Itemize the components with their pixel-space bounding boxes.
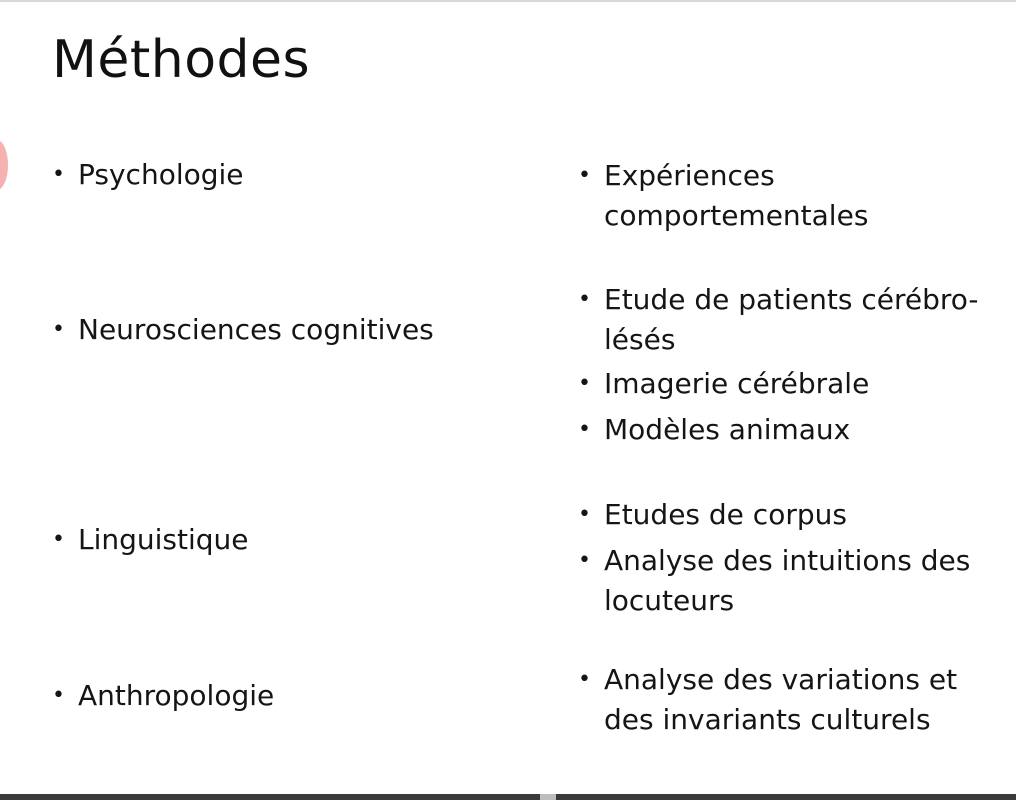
discipline-psychologie bbox=[52, 155, 244, 195]
method-line: Analyse des variations et bbox=[604, 663, 958, 696]
bullet: • bbox=[578, 287, 591, 312]
bullet: • bbox=[578, 163, 591, 188]
method-patients bbox=[578, 280, 979, 360]
bullet: • bbox=[52, 317, 65, 342]
bullet: • bbox=[52, 527, 65, 552]
method-line: Modèles animaux bbox=[604, 413, 851, 446]
method-animaux bbox=[578, 410, 851, 450]
discipline-label: Anthropologie bbox=[78, 679, 275, 712]
method-line: Imagerie cérébrale bbox=[604, 367, 870, 400]
bullet: • bbox=[578, 548, 591, 573]
slide-title: Méthodes bbox=[52, 30, 311, 90]
bullet: • bbox=[578, 417, 591, 442]
method-line: comportementales bbox=[604, 199, 869, 232]
method-intuitions bbox=[578, 541, 971, 621]
discipline-label: Neurosciences cognitives bbox=[78, 313, 434, 346]
method-line: locuteurs bbox=[604, 584, 735, 617]
bullet: • bbox=[578, 502, 591, 527]
discipline-linguistique bbox=[52, 520, 249, 560]
discipline-anthropologie bbox=[52, 676, 275, 716]
method-line: Etude de patients cérébro- bbox=[604, 283, 979, 316]
bottom-bar-gap bbox=[540, 794, 556, 800]
method-variations bbox=[578, 660, 958, 740]
method-line: des invariants culturels bbox=[604, 703, 931, 736]
method-line: Expériences bbox=[604, 159, 775, 192]
method-line: lésés bbox=[604, 323, 676, 356]
method-experiences bbox=[578, 156, 869, 236]
method-line: Etudes de corpus bbox=[604, 498, 847, 531]
discipline-label: Psychologie bbox=[78, 158, 244, 191]
top-border bbox=[0, 0, 1016, 2]
method-corpus bbox=[578, 495, 847, 535]
bottom-bar bbox=[0, 794, 1016, 800]
discipline-label: Linguistique bbox=[78, 523, 249, 556]
bullet: • bbox=[52, 162, 65, 187]
bullet: • bbox=[578, 371, 591, 396]
method-line: Analyse des intuitions des bbox=[604, 544, 971, 577]
discipline-neurosciences bbox=[52, 310, 434, 350]
pointer-marker bbox=[0, 140, 8, 190]
bullet: • bbox=[52, 683, 65, 708]
method-imagerie bbox=[578, 364, 870, 404]
bullet: • bbox=[578, 667, 591, 692]
